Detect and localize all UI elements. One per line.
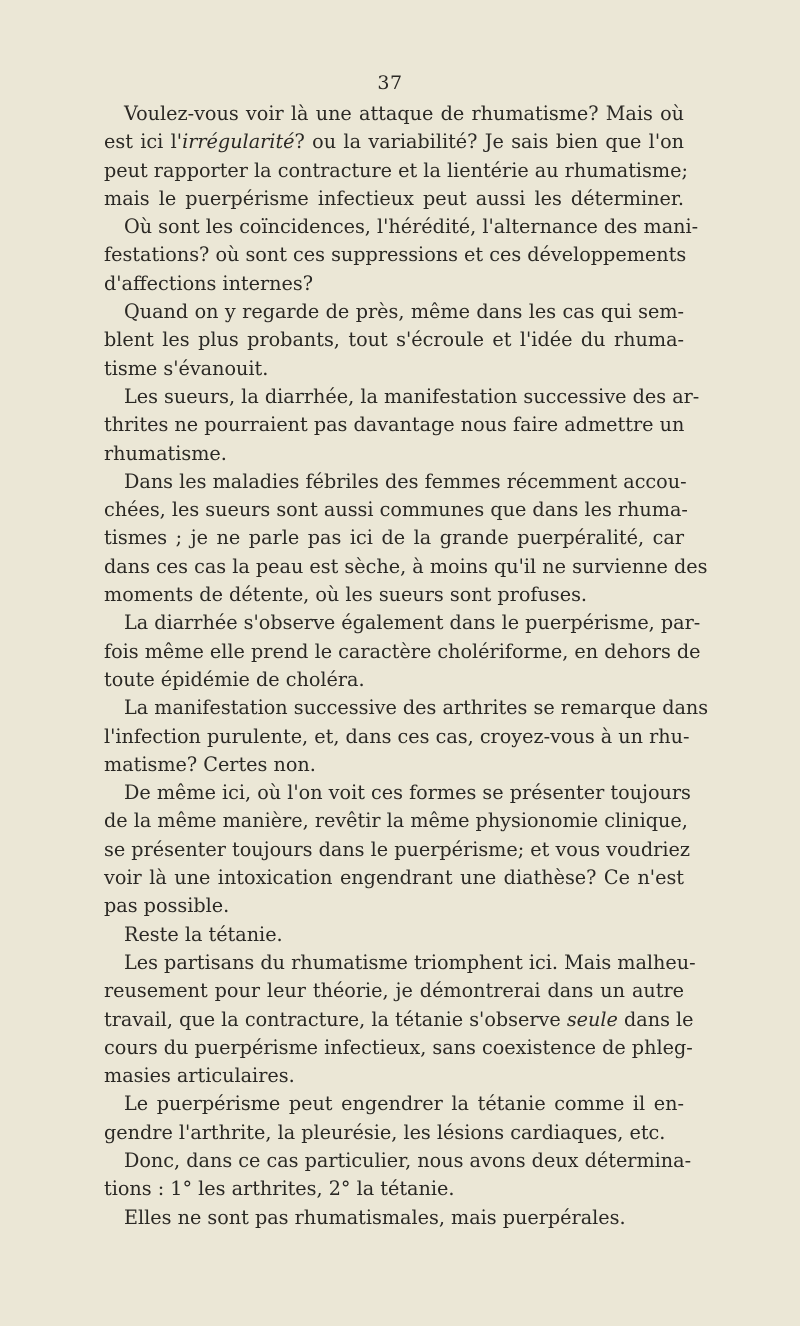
text-line: cours du puerpérisme infectieux, sans coexistence de phleg- bbox=[104, 1035, 693, 1059]
text-line bbox=[104, 1006, 694, 1034]
text-line: mais le puerpérisme infectieux peut aussi les déterminer. bbox=[104, 186, 684, 210]
line-text: dans le bbox=[617, 1007, 694, 1031]
text-line: Elles ne sont pas rhumatismales, mais puerpérales. bbox=[124, 1205, 626, 1229]
text-line: pas possible. bbox=[104, 894, 230, 918]
text-line: thrites ne pourraient pas davantage nous faire admettre un bbox=[104, 413, 685, 437]
text-line: tismes ; je ne parle pas ici de la grande puerpéralité, car bbox=[104, 526, 684, 550]
text-line: dans ces cas la peau est sèche, à moins qu'il ne survienne des bbox=[104, 554, 708, 578]
text-line: La manifestation successive des arthrites se remarque dans bbox=[124, 696, 709, 720]
italic-emphasis: seule bbox=[566, 1007, 618, 1031]
text-line: chées, les sueurs sont aussi communes que dans les rhuma- bbox=[104, 498, 688, 522]
text-line: Les sueurs, la diarrhée, la manifestation successive des ar- bbox=[124, 384, 700, 408]
text-line: De même ici, où l'on voit ces formes se présenter toujours bbox=[124, 781, 691, 805]
text-line: Voulez-vous voir là une attaque de rhumatisme? Mais où bbox=[124, 102, 684, 125]
text-line: se présenter toujours dans le puerpérisme; et vous voudriez bbox=[104, 837, 690, 861]
text-line: Les partisans du rhumatisme triomphent ici. Mais malheu- bbox=[124, 950, 696, 974]
line-text: travail, que la contracture, la tétanie s'observe bbox=[104, 1007, 567, 1031]
line-text: ? ou la variabilité? Je sais bien que l'on bbox=[294, 130, 685, 154]
text-line: rhumatisme. bbox=[104, 441, 227, 465]
text-line: festations? où sont ces suppressions et ces développements bbox=[104, 243, 687, 267]
text-line: d'affections internes? bbox=[104, 271, 314, 295]
text-line: Dans les maladies fébriles des femmes récemment accou- bbox=[124, 469, 687, 493]
text-line: matisme? Certes non. bbox=[104, 752, 316, 776]
text-line: masies articulaires. bbox=[104, 1064, 295, 1088]
italic-emphasis: irrégularité bbox=[182, 130, 295, 154]
text-line: Donc, dans ce cas particulier, nous avons deux détermina- bbox=[124, 1148, 692, 1172]
body-text bbox=[104, 100, 709, 1232]
text-line: Le puerpérisme peut engendrer la tétanie comme il en- bbox=[124, 1092, 684, 1116]
text-line: reusement pour leur théorie, je démontrerai dans un autre bbox=[104, 979, 684, 1003]
text-line: voir là une intoxication engendrant une diathèse? Ce n'est bbox=[104, 866, 684, 890]
text-line: Quand on y regarde de près, même dans les cas qui sem- bbox=[124, 300, 684, 324]
text-line: moments de détente, où les sueurs sont profuses. bbox=[104, 583, 588, 607]
text-line: tisme s'évanouit. bbox=[104, 356, 269, 380]
text-line: Où sont les coïncidences, l'hérédité, l'alternance des mani- bbox=[124, 215, 699, 239]
text-line: peut rapporter la contracture et la lientérie au rhumatisme; bbox=[104, 158, 688, 182]
text-line: fois même elle prend le caractère cholériforme, en dehors de bbox=[104, 639, 701, 663]
line-text: est ici l' bbox=[104, 130, 183, 154]
text-line: tions : 1° les arthrites, 2° la tétanie. bbox=[104, 1177, 455, 1201]
text-line: Reste la tétanie. bbox=[124, 922, 283, 946]
text-line: blent les plus probants, tout s'écroule et l'idée du rhuma- bbox=[104, 328, 684, 352]
text-line: La diarrhée s'observe également dans le puerpérisme, par- bbox=[124, 611, 701, 635]
text-line: de la même manière, revêtir la même physionomie clinique, bbox=[104, 809, 688, 833]
text-line: toute épidémie de choléra. bbox=[104, 667, 365, 691]
text-line bbox=[104, 128, 684, 156]
page-number: 37 bbox=[377, 72, 403, 94]
text-line: gendre l'arthrite, la pleurésie, les lésions cardiaques, etc. bbox=[104, 1120, 666, 1144]
text-line: l'infection purulente, et, dans ces cas, croyez-vous à un rhu- bbox=[104, 724, 690, 748]
